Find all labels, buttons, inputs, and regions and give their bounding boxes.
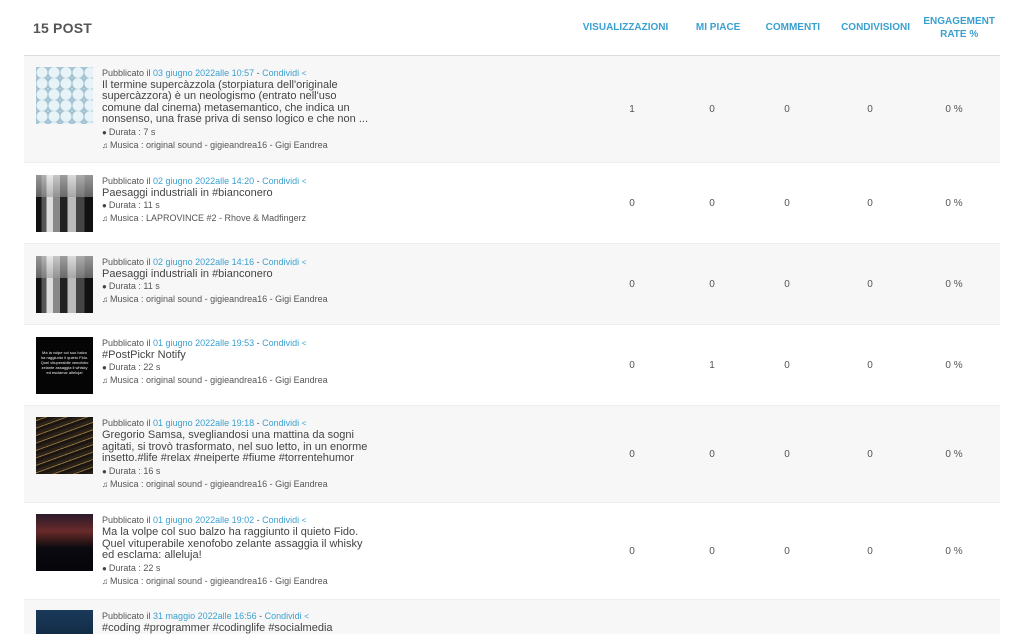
post-info bbox=[102, 417, 377, 491]
post-published: Pubblicato il 02 giugno 2022alle 14:20 - Condividi < bbox=[102, 175, 307, 186]
published-label: Pubblicato il bbox=[102, 337, 151, 348]
post-date-link[interactable]: 02 giugno 2022alle 14:20 bbox=[153, 175, 255, 186]
post-cell bbox=[24, 175, 552, 232]
shares-value: 0 bbox=[867, 545, 873, 557]
column-engagement-line2: RATE % bbox=[940, 28, 979, 40]
shares-value: 0 bbox=[867, 103, 873, 115]
post-thumbnail[interactable] bbox=[36, 337, 93, 394]
views-value: 1 bbox=[629, 103, 635, 115]
post-thumbnail[interactable] bbox=[36, 175, 93, 232]
duration-label: Durata : bbox=[108, 562, 141, 573]
duration-label: Durata : bbox=[108, 465, 141, 476]
music-value: original sound - gigieandrea16 - Gigi Eandrea bbox=[146, 478, 328, 489]
post-caption: Il termine supercàzzola (storpiatura dell'originale supercàzzora) è un neologismo (entrato nell'uso comune dal cinema) metasemantico, che indica un nonsenso, una frase priva di senso logico e che non ... bbox=[102, 78, 369, 125]
share-link[interactable]: Condividi bbox=[262, 418, 300, 429]
post-music bbox=[102, 212, 377, 225]
post-thumbnail[interactable] bbox=[36, 610, 93, 634]
post-duration bbox=[102, 361, 377, 374]
share-icon[interactable]: < bbox=[301, 338, 307, 348]
engagement-value: 0 % bbox=[945, 545, 963, 557]
table-row bbox=[24, 244, 1000, 325]
music-label: Musica : bbox=[110, 139, 144, 150]
likes-value: 0 bbox=[709, 103, 715, 115]
post-published: Pubblicato il 01 giugno 2022alle 19:53 - Condividi < bbox=[102, 337, 307, 348]
post-info bbox=[102, 175, 377, 226]
post-caption: Paesaggi industriali in #bianconero bbox=[102, 186, 273, 199]
share-link[interactable]: Condividi bbox=[262, 175, 300, 186]
share-link[interactable]: Condividi bbox=[264, 611, 302, 621]
published-label: Pubblicato il bbox=[102, 515, 151, 526]
views-value: 0 bbox=[629, 448, 635, 460]
post-thumbnail[interactable] bbox=[36, 67, 93, 124]
post-caption: Ma la volpe col suo balzo ha raggiunto il quieto Fido. Quel vituperabile xenofobo zelante assaggia il whisky ed esclama: alleluja! bbox=[102, 526, 363, 562]
post-info bbox=[102, 610, 377, 634]
clock-icon: ● bbox=[102, 363, 107, 372]
clock-icon: ● bbox=[102, 466, 107, 476]
post-music bbox=[102, 374, 377, 387]
column-likes[interactable]: MI PIACE bbox=[695, 22, 741, 33]
share-link[interactable]: Condividi bbox=[262, 67, 300, 78]
likes-value: 0 bbox=[709, 197, 715, 209]
table-header bbox=[24, 0, 1000, 56]
post-thumbnail[interactable] bbox=[36, 417, 93, 474]
comments-value: 0 bbox=[784, 545, 790, 557]
table-row bbox=[24, 325, 1000, 406]
comments-value: 0 bbox=[784, 197, 790, 209]
column-views[interactable]: VISUALIZZAZIONI bbox=[582, 22, 669, 33]
duration-value: 16 s bbox=[143, 465, 161, 476]
post-music bbox=[102, 575, 377, 588]
post-count-title: 15 POST bbox=[33, 19, 92, 36]
published-label: Pubblicato il bbox=[102, 418, 151, 429]
clock-icon: ● bbox=[102, 127, 107, 137]
post-cell bbox=[24, 67, 552, 152]
post-caption: #coding #programmer #codinglife #socialmedia bbox=[102, 622, 333, 634]
post-date-link[interactable]: 01 giugno 2022alle 19:53 bbox=[153, 337, 255, 348]
post-date-link[interactable]: 01 giugno 2022alle 19:02 bbox=[153, 515, 255, 526]
likes-value: 0 bbox=[709, 448, 715, 460]
share-link[interactable]: Condividi bbox=[262, 515, 300, 526]
engagement-value: 0 % bbox=[945, 197, 963, 209]
clock-icon: ● bbox=[102, 563, 107, 573]
post-info bbox=[102, 67, 377, 152]
music-note-icon: ♫ bbox=[102, 479, 108, 489]
music-note-icon: ♫ bbox=[102, 576, 108, 586]
share-link[interactable]: Condividi bbox=[262, 256, 300, 267]
engagement-value: 0 % bbox=[945, 278, 963, 290]
music-value: original sound - gigieandrea16 - Gigi Eandrea bbox=[146, 294, 328, 304]
post-music bbox=[102, 139, 377, 152]
post-cell bbox=[24, 417, 552, 491]
thumbnail-text: Ma la volpe col suo balzo ha raggiunto il quieto Fido. Quel vituperabile xenofobo zelante assaggia il whisky ed esclama: alleluja! bbox=[40, 349, 89, 375]
share-icon[interactable]: < bbox=[301, 68, 307, 78]
post-info bbox=[102, 256, 377, 307]
duration-label: Durata : bbox=[108, 126, 141, 137]
post-duration bbox=[102, 280, 377, 293]
duration-value: 22 s bbox=[143, 562, 161, 573]
music-note-icon: ♫ bbox=[102, 140, 108, 150]
duration-value: 11 s bbox=[143, 281, 160, 291]
music-note-icon: ♫ bbox=[102, 376, 108, 385]
table-row bbox=[24, 503, 1000, 600]
published-label: Pubblicato il bbox=[102, 611, 151, 621]
likes-value: 0 bbox=[709, 545, 715, 557]
post-music bbox=[102, 293, 377, 306]
post-duration bbox=[102, 126, 377, 139]
music-label: Musica : bbox=[110, 213, 144, 223]
post-published: Pubblicato il 01 giugno 2022alle 19:02 - Condividi < bbox=[102, 515, 307, 526]
music-value: original sound - gigieandrea16 - Gigi Eandrea bbox=[146, 139, 328, 150]
post-date-link[interactable]: 31 maggio 2022alle 16:56 bbox=[153, 611, 257, 621]
music-note-icon: ♫ bbox=[102, 214, 108, 223]
share-icon[interactable]: < bbox=[301, 419, 307, 429]
column-shares[interactable]: CONDIVISIONI bbox=[841, 22, 910, 33]
post-info bbox=[102, 337, 377, 388]
share-link[interactable]: Condividi bbox=[262, 337, 300, 348]
share-icon[interactable]: < bbox=[301, 516, 307, 526]
comments-value: 0 bbox=[784, 359, 790, 371]
post-info bbox=[102, 514, 377, 588]
shares-value: 0 bbox=[867, 197, 873, 209]
share-icon[interactable]: < bbox=[304, 612, 309, 621]
shares-value: 0 bbox=[867, 359, 873, 371]
music-note-icon: ♫ bbox=[102, 295, 108, 304]
comments-value: 0 bbox=[784, 278, 790, 290]
share-icon[interactable]: < bbox=[301, 176, 307, 186]
column-comments[interactable]: COMMENTI bbox=[765, 22, 821, 33]
music-value: LAPROVINCE #2 - Rhove & Madfingerz bbox=[146, 213, 307, 223]
share-icon[interactable]: < bbox=[301, 257, 307, 267]
column-engagement-line1: ENGAGEMENT bbox=[923, 15, 996, 27]
views-value: 0 bbox=[629, 359, 635, 371]
duration-value: 22 s bbox=[143, 362, 161, 372]
posts-table bbox=[24, 0, 1000, 634]
post-duration bbox=[102, 562, 377, 575]
views-value: 0 bbox=[629, 278, 635, 290]
table-row bbox=[24, 600, 1000, 634]
post-date-link[interactable]: 02 giugno 2022alle 14:16 bbox=[153, 256, 255, 267]
shares-value: 0 bbox=[867, 448, 873, 460]
post-cell bbox=[24, 610, 552, 634]
column-engagement[interactable] bbox=[918, 15, 1000, 41]
published-label: Pubblicato il bbox=[102, 67, 151, 78]
post-published: Pubblicato il 01 giugno 2022alle 19:18 - Condividi < bbox=[102, 418, 307, 429]
duration-label: Durata : bbox=[108, 200, 141, 210]
music-label: Musica : bbox=[110, 294, 144, 304]
post-published: Pubblicato il 31 maggio 2022alle 16:56 - Condividi < bbox=[102, 611, 309, 621]
music-value: original sound - gigieandrea16 - Gigi Eandrea bbox=[146, 575, 328, 586]
music-label: Musica : bbox=[110, 375, 144, 385]
shares-value: 0 bbox=[867, 278, 873, 290]
clock-icon: ● bbox=[102, 282, 107, 291]
post-caption: Gregorio Samsa, svegliandosi una mattina da sogni agitati, si trovò trasformato, nel suo letto, in un enorme insetto.#life #relax #neiperte #fiume #torrentehumor bbox=[102, 429, 368, 465]
duration-label: Durata : bbox=[108, 362, 141, 372]
engagement-value: 0 % bbox=[945, 359, 963, 371]
engagement-value: 0 % bbox=[945, 448, 963, 460]
table-row bbox=[24, 56, 1000, 163]
post-caption: #PostPickr Notify bbox=[102, 348, 186, 361]
likes-value: 0 bbox=[709, 278, 715, 290]
duration-value: 11 s bbox=[143, 200, 160, 210]
comments-value: 0 bbox=[784, 103, 790, 115]
post-music bbox=[102, 478, 377, 491]
table-row bbox=[24, 163, 1000, 244]
duration-value: 7 s bbox=[143, 126, 156, 137]
likes-value: 1 bbox=[709, 359, 715, 371]
engagement-value: 0 % bbox=[945, 103, 963, 115]
clock-icon: ● bbox=[102, 201, 107, 210]
table-row bbox=[24, 406, 1000, 503]
post-published: Pubblicato il 02 giugno 2022alle 14:16 - Condividi < bbox=[102, 256, 307, 267]
post-thumbnail[interactable] bbox=[36, 514, 93, 571]
post-duration bbox=[102, 465, 377, 478]
comments-value: 0 bbox=[784, 448, 790, 460]
post-duration bbox=[102, 199, 377, 212]
duration-label: Durata : bbox=[108, 281, 141, 291]
post-cell bbox=[24, 337, 552, 394]
post-date-link[interactable]: 01 giugno 2022alle 19:18 bbox=[153, 418, 255, 429]
post-caption: Paesaggi industriali in #bianconero bbox=[102, 267, 273, 280]
views-value: 0 bbox=[629, 197, 635, 209]
post-cell bbox=[24, 514, 552, 588]
post-date-link[interactable]: 03 giugno 2022alle 10:57 bbox=[153, 67, 255, 78]
music-label: Musica : bbox=[110, 575, 144, 586]
published-label: Pubblicato il bbox=[102, 175, 151, 186]
post-thumbnail[interactable] bbox=[36, 256, 93, 313]
views-value: 0 bbox=[629, 545, 635, 557]
published-label: Pubblicato il bbox=[102, 256, 151, 267]
post-published: Pubblicato il 03 giugno 2022alle 10:57 - Condividi < bbox=[102, 67, 307, 78]
music-label: Musica : bbox=[110, 478, 144, 489]
music-value: original sound - gigieandrea16 - Gigi Eandrea bbox=[146, 375, 328, 385]
post-cell bbox=[24, 256, 552, 313]
